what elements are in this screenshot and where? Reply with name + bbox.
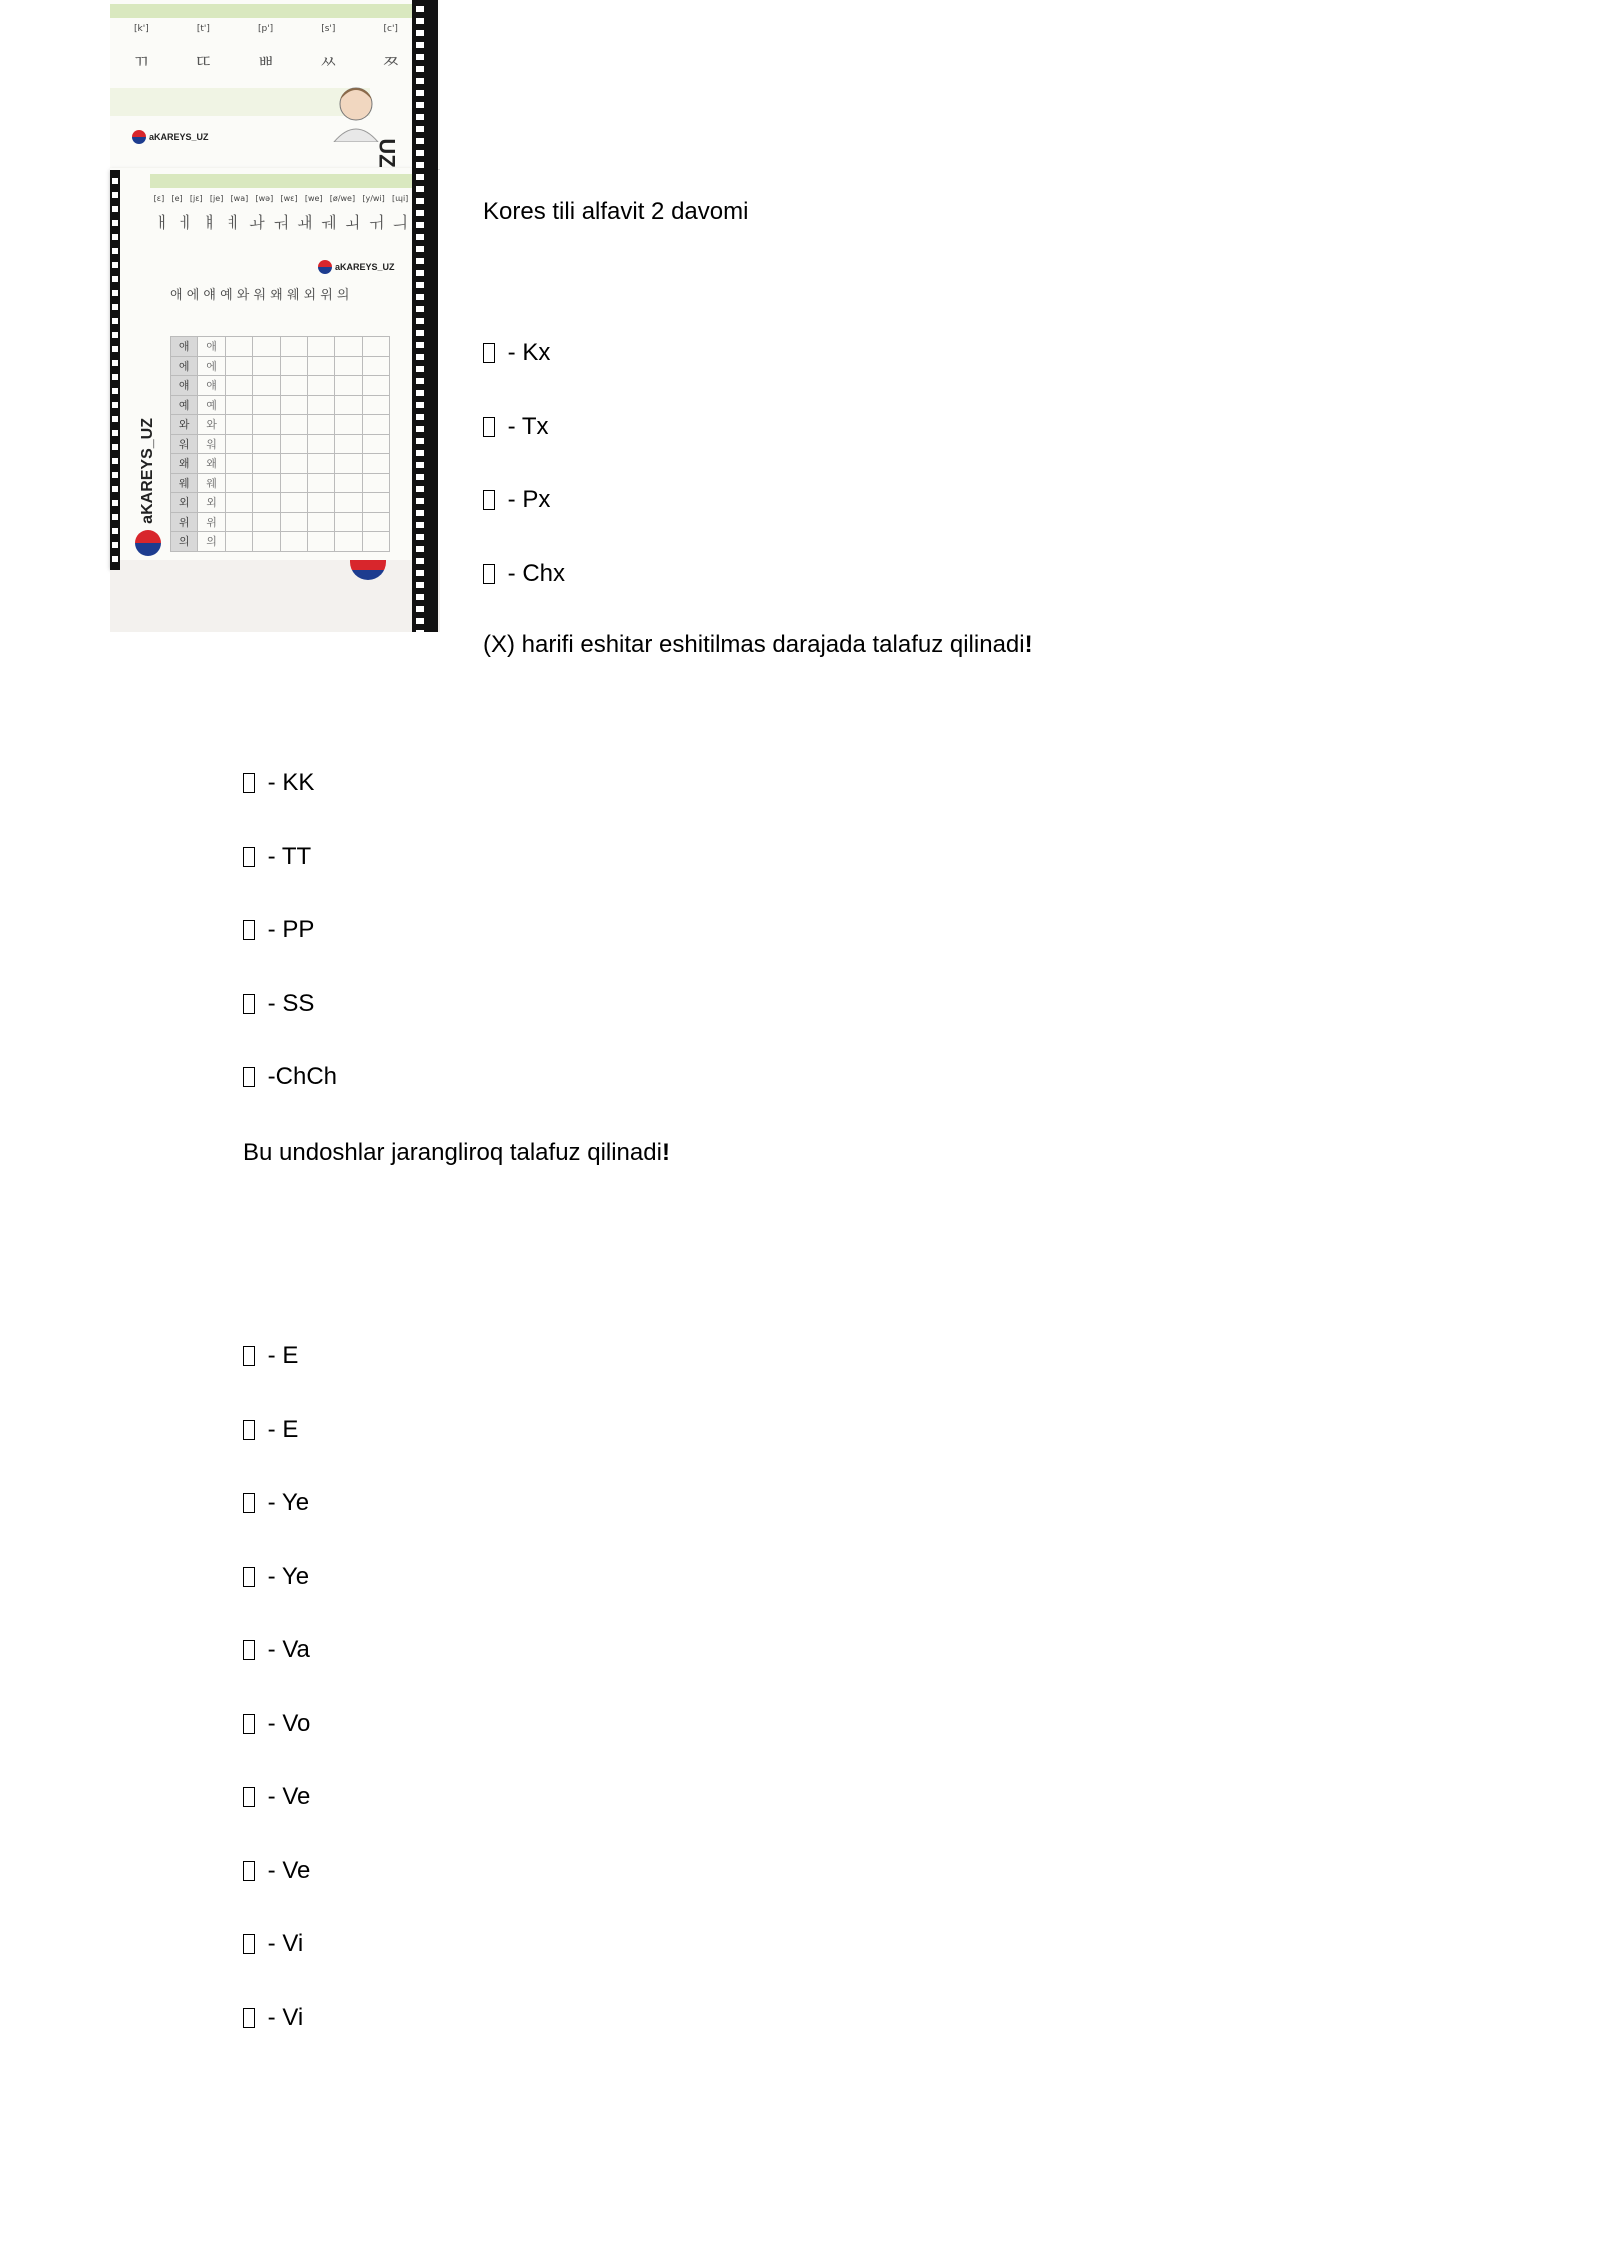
scan-cell: [jɛ] [189,194,203,203]
scan-cell: ㅉ [382,52,400,73]
missing-glyph-icon [243,1787,255,1807]
missing-glyph-icon [243,1861,255,1881]
grid-syllable: 의 [198,532,225,552]
grid-empty-cell [253,434,280,454]
grid-row [171,512,390,532]
missing-glyph-icon [243,1934,255,1954]
scan-cell: [wa] [230,194,249,203]
list-item [243,2003,303,2033]
scan-cell: [ɰi] [392,194,409,203]
scan-practice-row: 애 에 얘 예 와 워 왜 웨 외 위 의 [170,288,350,303]
grid-syllable: 외 [171,493,198,513]
list-item [483,485,550,515]
scan-cell: ㅝ [273,213,289,232]
grid-empty-cell [253,376,280,396]
list-item [483,412,549,442]
missing-glyph-icon [243,2008,255,2028]
list-item [243,1856,310,1886]
scan-vowel-sounds [150,194,412,203]
grid-empty-cell [307,493,334,513]
grid-empty-cell [280,415,307,435]
grid-empty-cell [253,337,280,357]
list-item-text: - SS [261,989,315,1017]
list-item-text: - E [261,1342,299,1369]
aspirated-note [483,630,1033,660]
grid-empty-cell [280,434,307,454]
practice-grid [170,336,390,552]
scan-cell: [p'] [257,24,274,34]
grid-empty-cell [280,532,307,552]
grid-empty-cell [253,454,280,474]
missing-glyph-icon [243,1493,255,1513]
grid-empty-cell [280,473,307,493]
scan-cell: ㅒ [201,213,218,232]
list-item [243,768,314,798]
list-item [243,1488,309,1518]
grid-empty-cell [307,376,334,396]
tense-note [243,1138,670,1168]
scan-cell: [s'] [321,24,336,34]
grid-empty-cell [307,337,334,357]
list-item-text: - Kx [501,339,551,366]
grid-empty-cell [307,415,334,435]
grid-empty-cell [253,356,280,376]
scan-sound-row [110,24,422,34]
scan-side-logo: UZ [374,138,400,168]
grid-empty-cell [335,473,362,493]
list-item [243,1635,310,1665]
grid-row [171,395,390,415]
scan-cell: [e] [171,194,183,203]
grid-empty-cell [253,512,280,532]
scan-cell: [we] [304,194,323,203]
scan-cell: ㅚ [344,213,361,232]
grid-empty-cell [362,415,389,435]
list-item-text: - Ye [261,1562,310,1590]
grid-empty-cell [335,434,362,454]
grid-row [171,337,390,357]
list-item [243,1782,310,1812]
grid-empty-cell [307,473,334,493]
grid-empty-cell [225,532,252,552]
grid-empty-cell [335,532,362,552]
scan-cell: [t'] [196,24,210,34]
scan-cell: [je] [209,194,224,203]
list-item [483,559,565,589]
grid-empty-cell [362,434,389,454]
grid-empty-cell [362,337,389,357]
grid-empty-cell [362,473,389,493]
missing-glyph-icon [243,773,255,793]
grid-syllable: 왜 [198,454,225,474]
scan-cell: ㄲ [132,52,150,73]
scan-cell: ㅖ [225,213,242,232]
scan-cell: [y/wi] [362,194,385,203]
scan-cell: ㅙ [297,213,313,232]
grid-empty-cell [335,376,362,396]
scan-cell: [wɛ] [280,194,298,203]
grid-empty-cell [280,512,307,532]
list-item [243,842,311,872]
grid-row [171,532,390,552]
scan-cell: [wə] [255,194,274,203]
grid-empty-cell [253,395,280,415]
list-item-text: - E [261,1415,299,1443]
grid-row [171,434,390,454]
missing-glyph-icon [243,1346,255,1366]
grid-empty-cell [225,493,252,513]
grid-empty-cell [280,493,307,513]
grid-empty-cell [362,454,389,474]
exclamation-mark: ! [1024,631,1033,658]
film-strip-border [412,0,438,632]
grid-row [171,376,390,396]
list-item-text: - Chx [501,559,566,587]
grid-empty-cell [335,356,362,376]
scan-logo-text-2: aKAREYS_UZ [335,262,395,272]
logo-icon [132,130,146,144]
scan-vowel-letters [150,210,412,233]
grid-empty-cell [335,395,362,415]
exclamation-mark: ! [661,1139,670,1166]
list-item [243,915,314,945]
scan-cell: ㅔ [177,213,194,232]
grid-empty-cell [335,454,362,474]
logo-icon [350,560,386,580]
list-item-text: - Ye [261,1489,310,1516]
grid-empty-cell [225,395,252,415]
scan-vertical-logo: aKAREYS_UZ [128,418,168,558]
scan-letter-row [110,48,422,74]
grid-row [171,415,390,435]
scan-logo-2 [318,260,395,274]
grid-syllable: 애 [198,337,225,357]
grid-empty-cell [253,415,280,435]
grid-syllable: 워 [171,434,198,454]
tense-note-text: Bu undoshlar jarangliroq talafuz qilinadi [243,1139,662,1166]
grid-empty-cell [335,337,362,357]
grid-empty-cell [225,415,252,435]
scan-cell: ㅘ [249,213,265,232]
grid-empty-cell [335,493,362,513]
list-item-text: - PP [261,916,315,943]
missing-glyph-icon [243,1567,255,1587]
grid-syllable: 와 [171,415,198,435]
missing-glyph-icon [243,1714,255,1734]
grid-empty-cell [362,512,389,532]
list-item-text: - TT [261,842,312,870]
list-item [243,1341,298,1371]
grid-syllable: 애 [171,337,198,357]
logo-icon [318,260,332,274]
missing-glyph-icon [483,490,495,510]
list-item-text: - Va [261,1636,310,1663]
grid-empty-cell [225,376,252,396]
missing-glyph-icon [243,920,255,940]
grid-empty-cell [335,512,362,532]
grid-empty-cell [307,395,334,415]
grid-syllable: 예 [171,395,198,415]
grid-syllable: 와 [198,415,225,435]
grid-empty-cell [307,512,334,532]
list-item [243,1062,337,1092]
grid-syllable: 의 [171,532,198,552]
list-item-text: - Px [501,486,551,513]
scan-cell: ㄸ [194,52,213,73]
grid-syllable: 외 [198,493,225,513]
scan-cell: ㅐ [154,213,170,232]
grid-row [171,493,390,513]
list-item [243,1415,298,1445]
grid-empty-cell [307,454,334,474]
grid-empty-cell [280,454,307,474]
grid-empty-cell [362,532,389,552]
grid-empty-cell [225,356,252,376]
grid-syllable: 위 [171,512,198,532]
grid-empty-cell [307,532,334,552]
grid-syllable: 에 [198,356,225,376]
list-item-text: - KK [261,769,315,796]
textbook-scan-image [110,0,460,632]
list-item [243,989,314,1019]
list-item-text: - Vi [261,1930,304,1957]
scan-top-page [110,0,440,170]
missing-glyph-icon [243,1067,255,1087]
aspirated-note-text: (X) harifi eshitar eshitilmas darajada talafuz qilinadi [483,631,1025,658]
grid-syllable: 웨 [171,473,198,493]
grid-row [171,473,390,493]
grid-row [171,356,390,376]
grid-syllable: 위 [198,512,225,532]
grid-syllable: 에 [171,356,198,376]
scan-cell: ㅃ [257,52,275,73]
missing-glyph-icon [243,847,255,867]
grid-row [171,454,390,474]
missing-glyph-icon [483,564,495,584]
grid-empty-cell [307,434,334,454]
list-item-text: - Tx [501,412,549,440]
grid-empty-cell [307,356,334,376]
scan-logo-text: aKAREYS_UZ [149,132,209,142]
grid-syllable: 예 [198,395,225,415]
missing-glyph-icon [483,417,495,437]
grid-empty-cell [225,434,252,454]
grid-empty-cell [280,356,307,376]
scan-cell: ㅢ [392,213,408,232]
list-item [243,1562,309,1592]
grid-syllable: 왜 [171,454,198,474]
missing-glyph-icon [483,343,495,363]
grid-empty-cell [362,356,389,376]
missing-glyph-icon [243,1640,255,1660]
grid-empty-cell [253,493,280,513]
grid-empty-cell [335,415,362,435]
missing-glyph-icon [243,994,255,1014]
grid-empty-cell [362,395,389,415]
list-item-text: - Vi [261,2003,304,2031]
scan-cell: ㅞ [320,213,337,232]
grid-empty-cell [225,337,252,357]
list-item [243,1929,303,1959]
grid-syllable: 워 [198,434,225,454]
scan-cell: [c'] [383,24,398,34]
scan-cell: ㅟ [368,213,384,232]
grid-syllable: 얘 [198,376,225,396]
list-item [243,1709,310,1739]
grid-empty-cell [253,473,280,493]
list-item-text: - Ve [261,1783,311,1810]
scan-cell: [ø/we] [329,194,356,203]
film-strip-border-left [110,170,120,570]
student-illustration [328,80,384,142]
scan-bottom-strip [110,560,440,632]
list-item [483,338,550,368]
grid-empty-cell [280,337,307,357]
missing-glyph-icon [243,1420,255,1440]
grid-empty-cell [280,376,307,396]
list-item-text: - Ve [261,1856,311,1884]
grid-empty-cell [362,493,389,513]
grid-syllable: 웨 [198,473,225,493]
list-item-text: -ChCh [261,1063,338,1090]
grid-empty-cell [225,473,252,493]
grid-empty-cell [253,532,280,552]
grid-syllable: 얘 [171,376,198,396]
scan-cell: [k'] [134,24,149,34]
scan-cell: ㅆ [319,52,338,73]
scan-logo [132,130,209,144]
page-title: Kores tili alfavit 2 davomi [483,198,749,225]
grid-empty-cell [362,376,389,396]
list-item-text: - Vo [261,1709,311,1737]
grid-empty-cell [225,454,252,474]
scan-main-page [110,168,430,568]
grid-empty-cell [225,512,252,532]
grid-empty-cell [280,395,307,415]
scan-cell: [ɛ] [153,194,165,203]
logo-icon [135,530,161,556]
